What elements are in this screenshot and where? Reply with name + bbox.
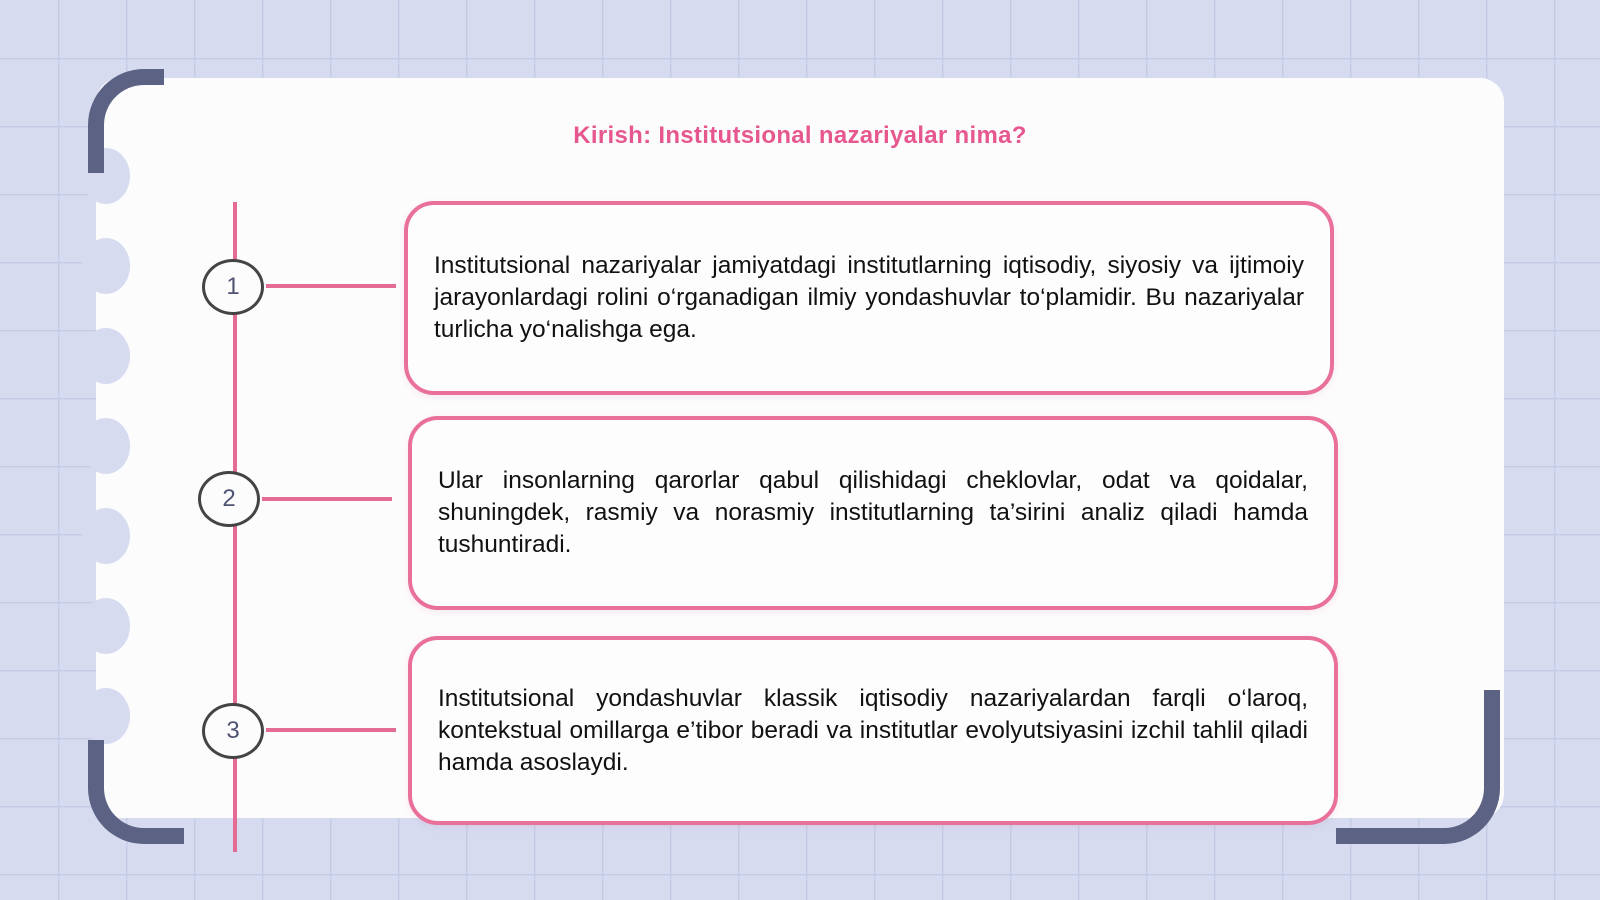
content-box: [408, 416, 1338, 610]
step-number-badge: [202, 703, 264, 759]
frame-corner-top-left: [88, 69, 164, 173]
step-number-badge: [198, 471, 260, 527]
slide-title: Kirish: Institutsional nazariyalar nima?: [573, 122, 1027, 149]
step-number: 1: [226, 273, 240, 300]
content-text: Institutsional yondashuvlar klassik iqtisodiy nazariyalardan farqli o‘laroq, kontekstual omillarga e’tibor beradi va institutlar evolyutsiyasini izchil tahlil qiladi hamda asoslaydi.: [438, 684, 1308, 776]
timeline-connector: [266, 728, 396, 732]
notebook-scallop: [82, 418, 130, 474]
content-box: [404, 201, 1334, 395]
timeline-connector: [266, 284, 396, 288]
notebook-scallop: [82, 688, 130, 744]
frame-corner-bottom-left: [88, 740, 184, 844]
notebook-scallop: [82, 598, 130, 654]
timeline-connector: [262, 497, 392, 501]
step-number-badge: [202, 259, 264, 315]
content-box: [408, 636, 1338, 825]
step-number: 2: [222, 485, 236, 512]
step-number: 3: [226, 717, 240, 744]
notebook-scallop: [82, 508, 130, 564]
notebook-scallop: [82, 238, 130, 294]
frame-corner-bottom-right: [1336, 690, 1500, 844]
notebook-scallop: [82, 328, 130, 384]
content-text: Ular insonlarning qarorlar qabul qilishidagi cheklovlar, odat va qoidalar, shuningdek, rasmiy va norasmiy institutlarning ta’sirini analiz qiladi hamda tushuntiradi.: [438, 467, 1308, 558]
content-text: Institutsional nazariyalar jamiyatdagi institutlarning iqtisodiy, siyosiy va ijtimoiy jarayonlardagi rolini o‘rganadigan ilmiy yondashuvlar to‘plamidir. Bu nazariyalar turlicha yo‘nalishga ega.: [434, 252, 1304, 343]
